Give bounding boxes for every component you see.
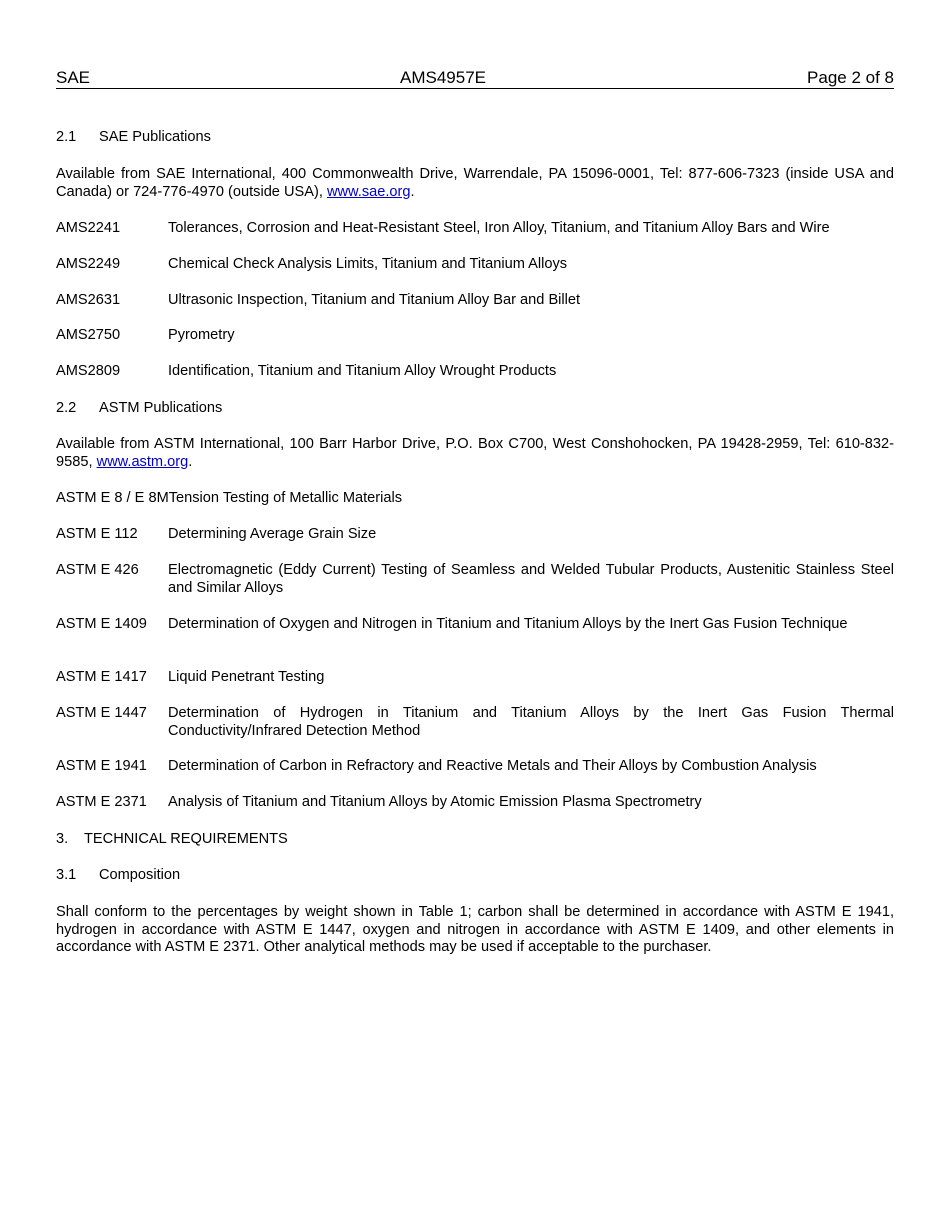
section-3-1-heading [56,867,894,885]
astm-availability-text: Available from ASTM International, 100 Barr Harbor Drive, P.O. Box C700, West Conshohocken, PA 19428-2959, Tel: 610-832-9585, [56,436,894,470]
reference-item [56,292,894,310]
reference-code: ASTM E 112 [56,526,138,542]
section-2-2-heading [56,400,894,418]
sae-availability-text: Available from SAE International, 400 Commonwealth Drive, Warrendale, PA 15096-0001, Tel: 877-606-7323 (inside USA and Canada) or 724-776-4970 (outside USA), [56,166,894,200]
reference-item [56,758,894,776]
reference-title: Pyrometry [168,327,235,343]
reference-item [56,363,894,381]
astm-website-link[interactable]: www.astm.org [96,453,189,470]
reference-code: AMS2631 [56,292,121,308]
reference-title: Determining Average Grain Size [168,526,377,542]
reference-item [56,616,894,634]
reference-code: AMS2241 [56,220,121,236]
reference-item [56,562,894,597]
section-title: ASTM Publications [99,400,223,416]
astm-availability-paragraph [56,436,894,471]
astm-availability-end: . [188,453,193,470]
reference-code: ASTM E 1447 [56,705,147,721]
reference-title: Determination of Hydrogen in Titanium and Titanium Alloys by the Inert Gas Fusion Thermal Conductivity/Infrared Detection Method [168,705,894,739]
page-header [56,68,894,89]
reference-code: AMS2249 [56,256,121,272]
reference-title: Determination of Oxygen and Nitrogen in Titanium and Titanium Alloys by the Inert Gas Fusion Technique [168,616,848,632]
header-doc-number: AMS4957E [400,68,486,87]
reference-title: Tolerances, Corrosion and Heat-Resistant Steel, Iron Alloy, Titanium, and Titanium Alloy Bars and Wire [168,220,830,236]
reference-title: Liquid Penetrant Testing [168,669,325,685]
section-title: SAE Publications [99,129,211,145]
reference-item [56,256,894,274]
reference-code: ASTM E 426 [56,562,139,578]
reference-item [56,526,894,544]
section-title: Composition [99,867,181,883]
sae-availability-end: . [410,183,415,200]
header-org: SAE [56,68,91,87]
reference-item [56,220,894,238]
reference-title: Determination of Carbon in Refractory and Reactive Metals and Their Alloys by Combustion Analysis [168,758,817,774]
reference-title: Ultrasonic Inspection, Titanium and Titanium Alloy Bar and Billet [168,292,581,308]
reference-item-astm-e8: ASTM E 8 / E 8MTension Testing of Metallic Materials [56,490,403,506]
reference-title: Identification, Titanium and Titanium Alloy Wrought Products [168,363,557,379]
section-2-1-heading [56,129,894,147]
reference-code: ASTM E 1941 [56,758,147,774]
composition-paragraph: Shall conform to the percentages by weight shown in Table 1; carbon shall be determined in accordance with ASTM E 1941, hydrogen in accordance with ASTM E 1447, oxygen and nitrogen in accordance with ASTM E 1409, and other elements in accordance with ASTM E 2371. Other analytical methods may be used if acceptable to the purchaser. [56,904,894,956]
sae-availability-paragraph [56,166,894,201]
reference-title: Chemical Check Analysis Limits, Titanium and Titanium Alloys [168,256,568,272]
reference-item [56,705,894,740]
sae-website-link[interactable]: www.sae.org [326,183,411,200]
reference-code: ASTM E 1417 [56,669,147,685]
reference-code: ASTM E 1409 [56,616,147,632]
section-number: 2.2 [56,400,77,416]
reference-code: AMS2750 [56,327,121,343]
section-title: TECHNICAL REQUIREMENTS [84,831,288,847]
reference-code: AMS2809 [56,363,121,379]
reference-item [56,669,894,687]
reference-title: Electromagnetic (Eddy Current) Testing of Seamless and Welded Tubular Products, Austenitic Stainless Steel and Similar Alloys [168,562,894,596]
section-number: 3. [56,831,69,847]
section-3-heading [56,831,894,849]
reference-title: Analysis of Titanium and Titanium Alloys by Atomic Emission Plasma Spectrometry [168,794,702,810]
reference-code: ASTM E 2371 [56,794,147,810]
reference-item [56,794,894,812]
section-number: 3.1 [56,867,77,883]
section-number: 2.1 [56,129,77,145]
header-page-number: Page 2 of 8 [807,68,894,87]
reference-item [56,327,894,345]
